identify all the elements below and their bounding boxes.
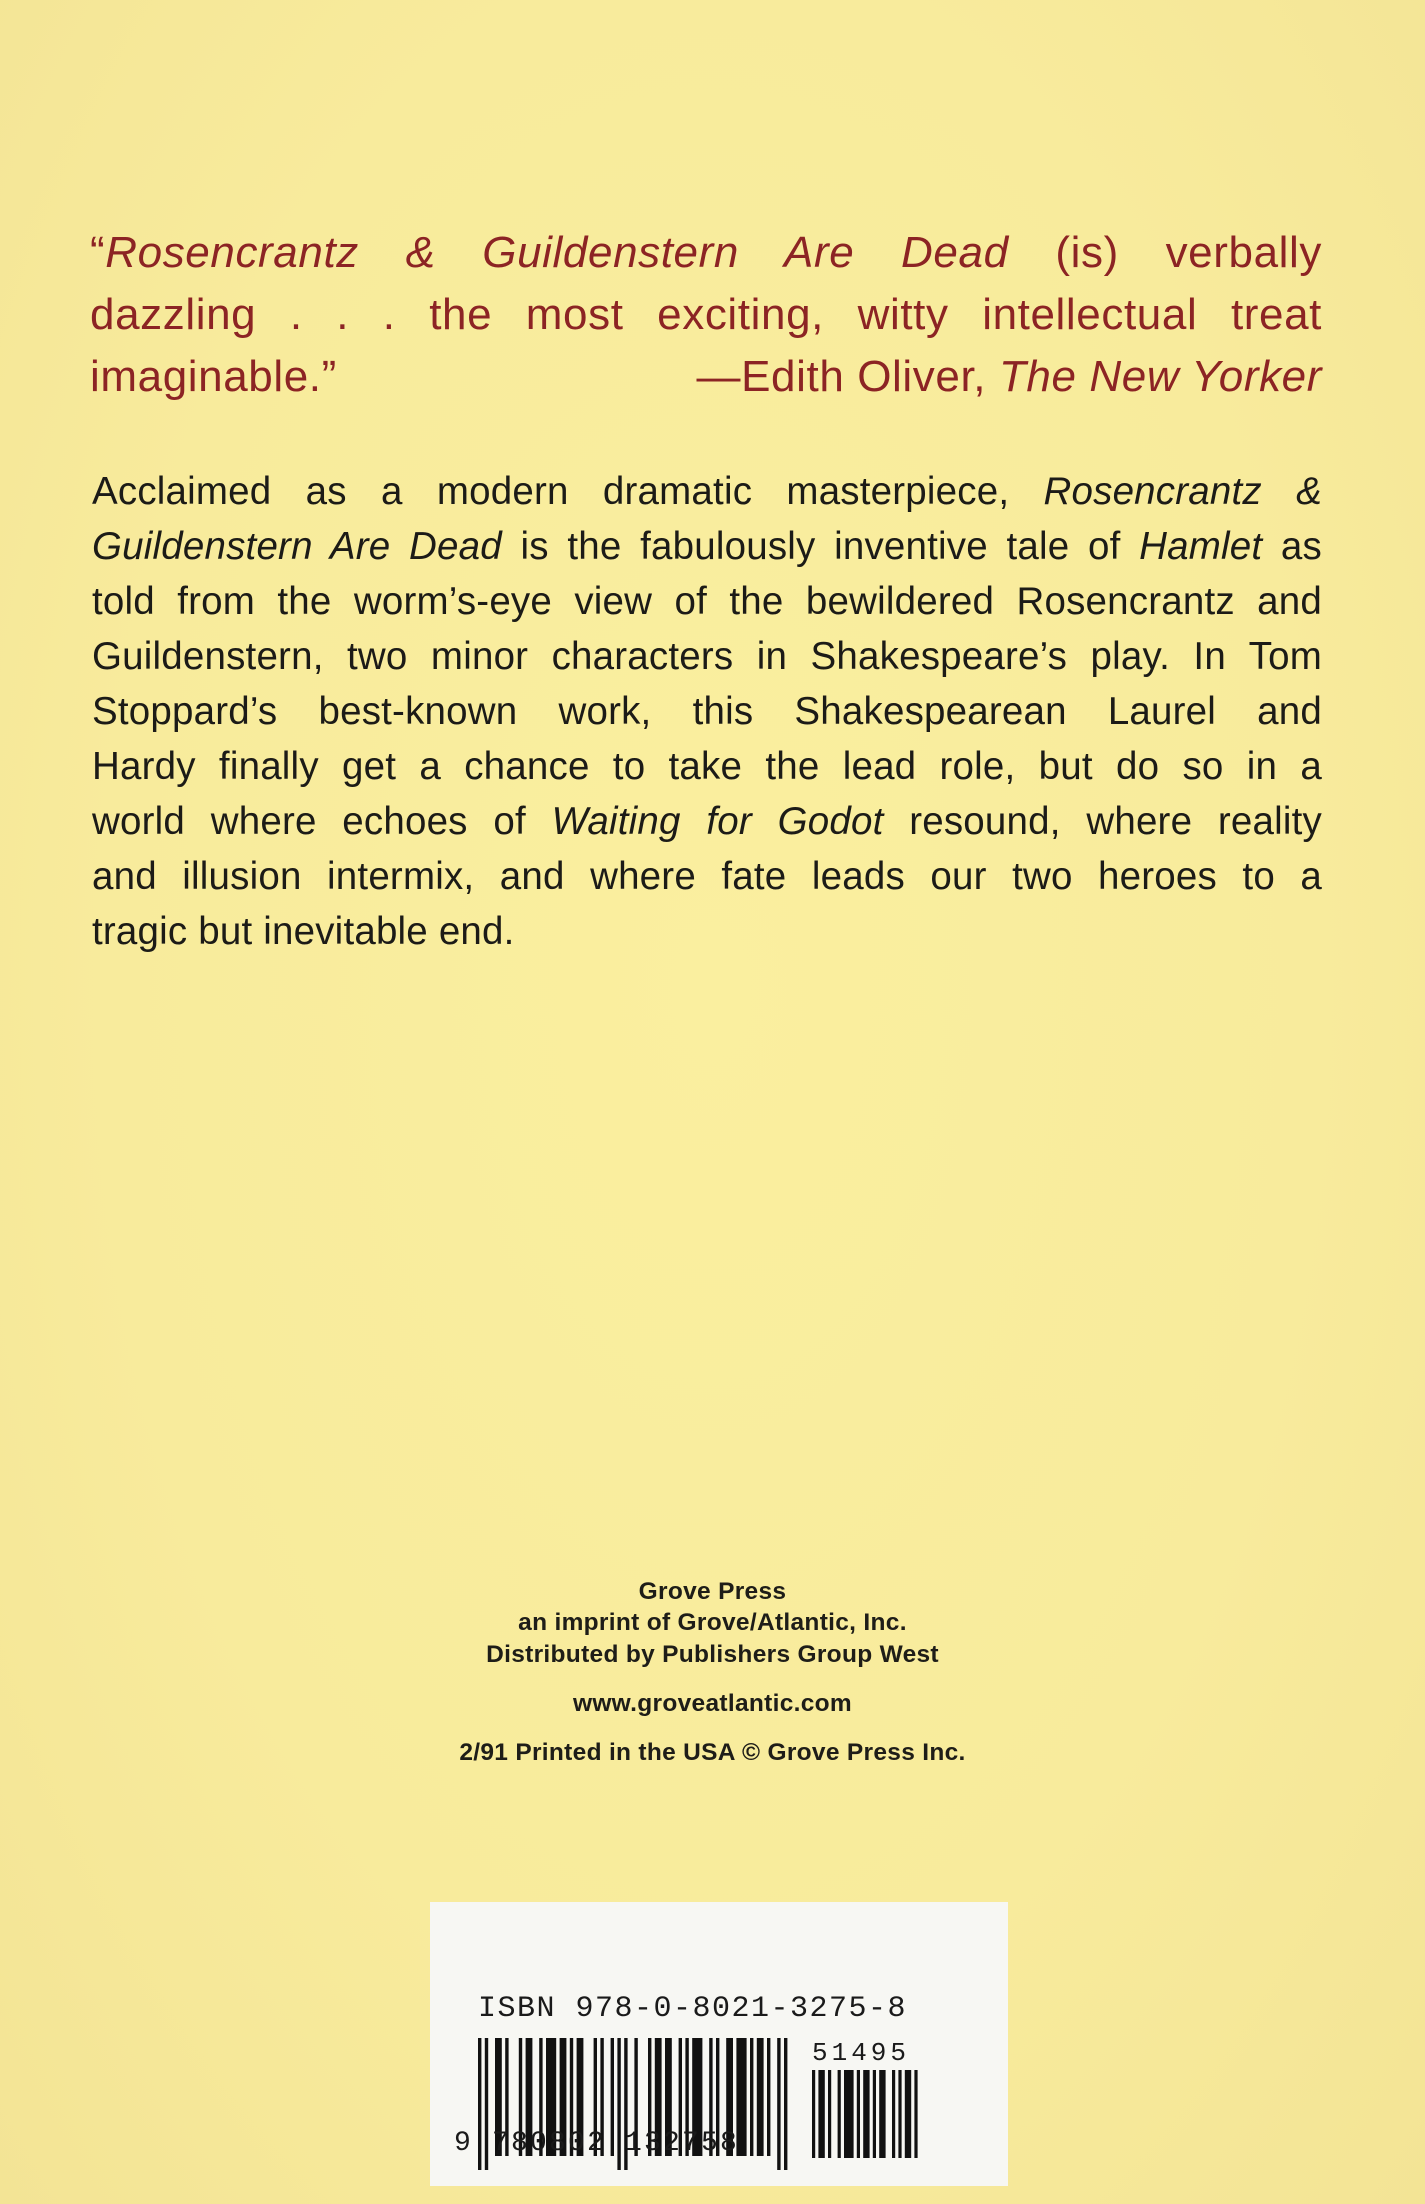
attribution-author: —Edith Oliver, <box>696 352 999 401</box>
quote-line-1 <box>90 222 1322 284</box>
barcode-bar <box>844 2070 854 2158</box>
barcode-bar <box>838 2070 841 2158</box>
quote-play-title: Rosencrantz & Guildenstern Are Dead <box>105 228 1009 277</box>
desc-italic: Hamlet <box>1139 525 1263 568</box>
desc-italic: Rosencrantz & <box>1043 470 1322 513</box>
publisher-name: Grove Press <box>638 1578 787 1605</box>
price-addon-bars <box>812 2070 918 2158</box>
barcode-bar <box>812 2070 815 2158</box>
desc-line: told from the worm’s-eye view of the bewildered Rosencrantz and <box>92 580 1322 623</box>
quote-line-3-text: imaginable.” <box>90 352 337 401</box>
barcode-bar <box>757 2038 764 2156</box>
desc-line <box>92 464 1322 519</box>
publisher-imprint: an imprint of Grove/Atlantic, Inc. <box>518 1609 907 1636</box>
desc-line: Hardy finally get a chance to take the lead role, but do so in a <box>92 745 1322 788</box>
barcode-bar <box>818 2070 824 2158</box>
desc-line: Guildenstern, two minor characters in Shakespeare’s play. In Tom <box>92 635 1322 678</box>
desc-italic: Waiting for Godot <box>551 800 884 843</box>
quote-line-2: dazzling . . . the most exciting, witty intellectual treat <box>90 290 1322 339</box>
attribution-source: The New Yorker <box>998 352 1322 401</box>
printing-info: 2/91 Printed in the USA © Grove Press Inc. <box>459 1739 966 1766</box>
isbn-label: ISBN 978-0-8021-3275-8 <box>478 1992 908 2026</box>
ean-digits: 9 780802 132758 <box>454 2128 740 2159</box>
publisher-website: www.groveatlantic.com <box>572 1690 853 1717</box>
barcode-bar <box>898 2070 901 2158</box>
desc-text: is the fabulously inventive tale of <box>501 525 1140 568</box>
desc-line: Stoppard’s best-known work, this Shakespearean Laurel and <box>92 690 1322 733</box>
desc-line <box>92 794 1322 849</box>
desc-line: tragic but inevitable end. <box>92 910 515 953</box>
quote-line-3 <box>90 346 1322 408</box>
desc-text: Acclaimed as a modern dramatic masterpiece, <box>92 470 1044 513</box>
barcode-bar <box>767 2038 770 2156</box>
publisher-distributor: Distributed by Publishers Group West <box>486 1641 939 1668</box>
barcode-bar <box>857 2070 860 2158</box>
barcode-bar <box>784 2038 787 2170</box>
quote-attribution <box>697 346 1323 408</box>
review-quote <box>90 222 1322 408</box>
desc-line: and illusion intermix, and where fate leads our two heroes to a <box>92 855 1322 898</box>
quote-open-mark: “ <box>90 228 106 277</box>
barcode-bar <box>777 2038 780 2170</box>
desc-italic: Guildenstern Are Dead <box>92 525 502 568</box>
desc-line <box>92 519 1322 574</box>
quote-line-1-rest: (is) verbally <box>1008 228 1322 277</box>
barcode-bar <box>828 2070 831 2158</box>
barcode-bar <box>905 2070 911 2158</box>
barcode-panel <box>430 1902 1008 2186</box>
book-description <box>92 464 1322 959</box>
desc-text: as <box>1262 525 1322 568</box>
barcode-bar <box>750 2038 753 2156</box>
price-code: 51495 <box>812 2038 911 2068</box>
desc-text: world where echoes of <box>92 800 552 843</box>
barcode-bar <box>879 2070 885 2158</box>
barcode-bar <box>863 2070 869 2158</box>
barcode-bar <box>892 2070 895 2158</box>
barcode-bar <box>873 2070 876 2158</box>
desc-text: resound, where reality <box>883 800 1322 843</box>
barcode-bar <box>914 2070 917 2158</box>
